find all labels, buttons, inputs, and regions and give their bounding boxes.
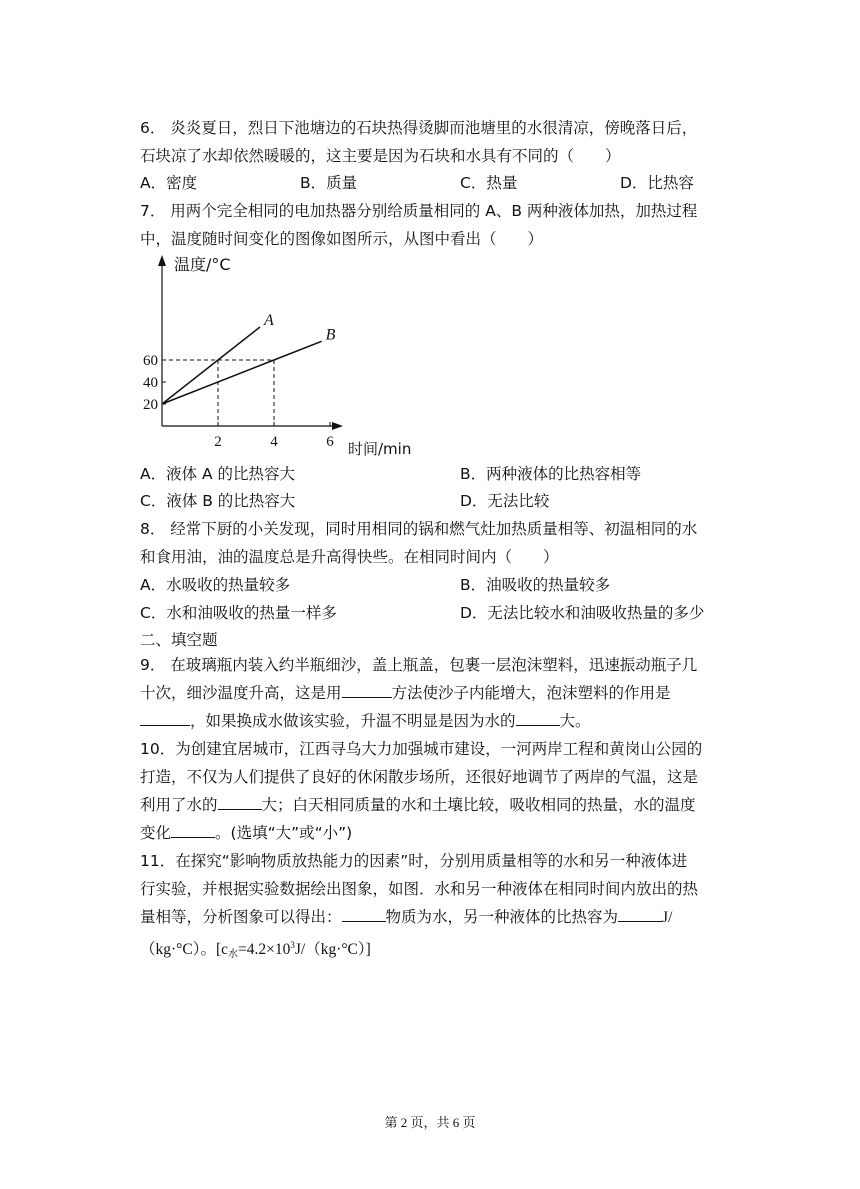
q7-line2: 中，温度随时间变化的图像如图所示，从图中看出（ ） <box>140 230 544 248</box>
temperature-time-chart <box>135 250 435 460</box>
q6-option-c: C．热量 <box>460 174 518 192</box>
q10-line3 <box>140 795 696 815</box>
q10-line1: 10．为创建宜居城市，江西寻乌大力加强城市建设，一河两岸工程和黄岗山公园的 <box>140 740 703 758</box>
q6-option-d: D．比热容 <box>620 174 694 192</box>
q10-blank-2[interactable] <box>171 823 215 838</box>
q9-blank-2[interactable] <box>140 711 190 726</box>
q10-blank-1[interactable] <box>218 795 262 810</box>
q8-option-d: D．无法比较水和油吸收热量的多少 <box>460 604 705 622</box>
q11-blank-2[interactable] <box>618 907 662 922</box>
chart-labels <box>143 255 411 458</box>
chart-axes <box>158 255 343 430</box>
q11-line3 <box>140 907 672 928</box>
q10-line2: 打造，不仅为人们提供了良好的休闲散步场所，还很好地调节了两岸的气温，这是 <box>140 768 699 786</box>
y-axis-arrow <box>158 255 166 266</box>
x-tick-label: 4 <box>270 434 278 450</box>
series-line-a <box>162 327 260 404</box>
q6-option-b: B．质量 <box>300 174 358 192</box>
q9-blank-3[interactable] <box>516 711 560 726</box>
q6-line1: 6． 炎炎夏日，烈日下池塘边的石块热得烫脚而池塘里的水很清凉，傍晚落日后， <box>140 119 698 137</box>
q8-line2: 和食用油，油的温度总是升高得快些。在相同时间内（ ） <box>140 548 559 566</box>
series-label-a: A <box>264 312 274 329</box>
x-tick-label: 2 <box>214 434 222 450</box>
q7-option-a: A．液体 A 的比热容大 <box>140 465 296 483</box>
q10-line4-text-b: 。(选填“大”或“小”) <box>215 824 353 842</box>
q9-line2 <box>140 683 671 703</box>
q11-line3-unit: J/ <box>662 909 673 926</box>
q11-line4-text-b: =4.2×10 <box>238 941 291 958</box>
q7-option-b: B．两种液体的比热容相等 <box>460 465 642 483</box>
x-tick-label: 6 <box>326 434 334 450</box>
q7-option-c: C．液体 B 的比热容大 <box>140 492 296 510</box>
q8-line1: 8． 经常下厨的小关发现，同时用相同的锅和燃气灶加热质量相等、初温相同的水 <box>140 520 698 538</box>
series-line-b <box>162 341 322 404</box>
chart-series <box>162 327 322 404</box>
q6-option-a: A．密度 <box>140 174 198 192</box>
chart-guide-lines <box>162 360 274 426</box>
y-tick-label: 40 <box>143 375 158 391</box>
q11-line4-superscript: 3 <box>290 940 295 950</box>
q10-line4 <box>140 823 352 843</box>
q11-line3-text-a: 量相等，分析图象可以得出： <box>140 908 342 926</box>
q11-line3-text-b: 物质为水，另一种液体的比热容为 <box>385 908 619 926</box>
q6-line2: 石块凉了水却依然暖暖的，这主要是因为石块和水具有不同的（ ） <box>140 147 621 165</box>
q11-line4 <box>140 935 371 965</box>
q9-line3-text-b: 大。 <box>559 712 591 730</box>
q7-option-d: D．无法比较 <box>460 492 550 510</box>
y-tick-label: 60 <box>143 353 158 369</box>
q8-option-b: B．油吸收的热量较多 <box>460 576 611 594</box>
q8-option-c: C．水和油吸收的热量一样多 <box>140 604 337 622</box>
q9-line3 <box>140 711 591 731</box>
y-axis-title: 温度/°C <box>174 255 231 274</box>
q11-blank-1[interactable] <box>342 907 386 922</box>
q9-blank-1[interactable] <box>342 683 392 698</box>
x-axis-title: 时间/min <box>348 440 412 458</box>
q11-line1: 11．在探究“影响物质放热能力的因素”时，分别用质量相等的水和另一种液体进 <box>140 852 688 870</box>
q11-line4-text-c: J/（kg·°C）] <box>294 941 371 958</box>
q8-option-a: A．水吸收的热量较多 <box>140 576 291 594</box>
x-axis-arrow <box>332 422 343 430</box>
page-footer: 第 2 页，共 6 页 <box>384 1115 476 1130</box>
q10-line3-text-a: 利用了水的 <box>140 796 218 814</box>
q9-line2-text-b: 方法使沙子内能增大，泡沫塑料的作用是 <box>391 684 671 702</box>
q9-line3-text-a: ，如果换成水做该实验，升温不明显是因为水的 <box>190 712 516 730</box>
q10-line3-text-b: 大；白天相同质量的水和土壤比较，吸收相同的热量，水的温度 <box>261 796 696 814</box>
series-label-b: B <box>325 326 336 344</box>
q11-line4-text-a: （kg·°C）。[c <box>140 941 228 958</box>
y-tick-label: 20 <box>143 397 158 413</box>
q9-line2-text-a: 十次，细沙温度升高，这是用 <box>140 684 342 702</box>
q7-line1: 7． 用两个完全相同的电加热器分别给质量相同的 A、B 两种液体加热，加热过程 <box>140 202 698 220</box>
q11-line2: 行实验，并根据实验数据绘出图象，如图．水和另一种液体在相同时间内放出的热 <box>140 880 699 898</box>
section-heading: 二、填空题 <box>140 631 218 649</box>
q11-line4-subscript: 水 <box>228 949 238 960</box>
q9-line1: 9． 在玻璃瓶内装入约半瓶细沙，盖上瓶盖，包裹一层泡沫塑料，迅速振动瓶子几 <box>140 656 698 674</box>
q10-line4-text-a: 变化 <box>140 824 172 842</box>
